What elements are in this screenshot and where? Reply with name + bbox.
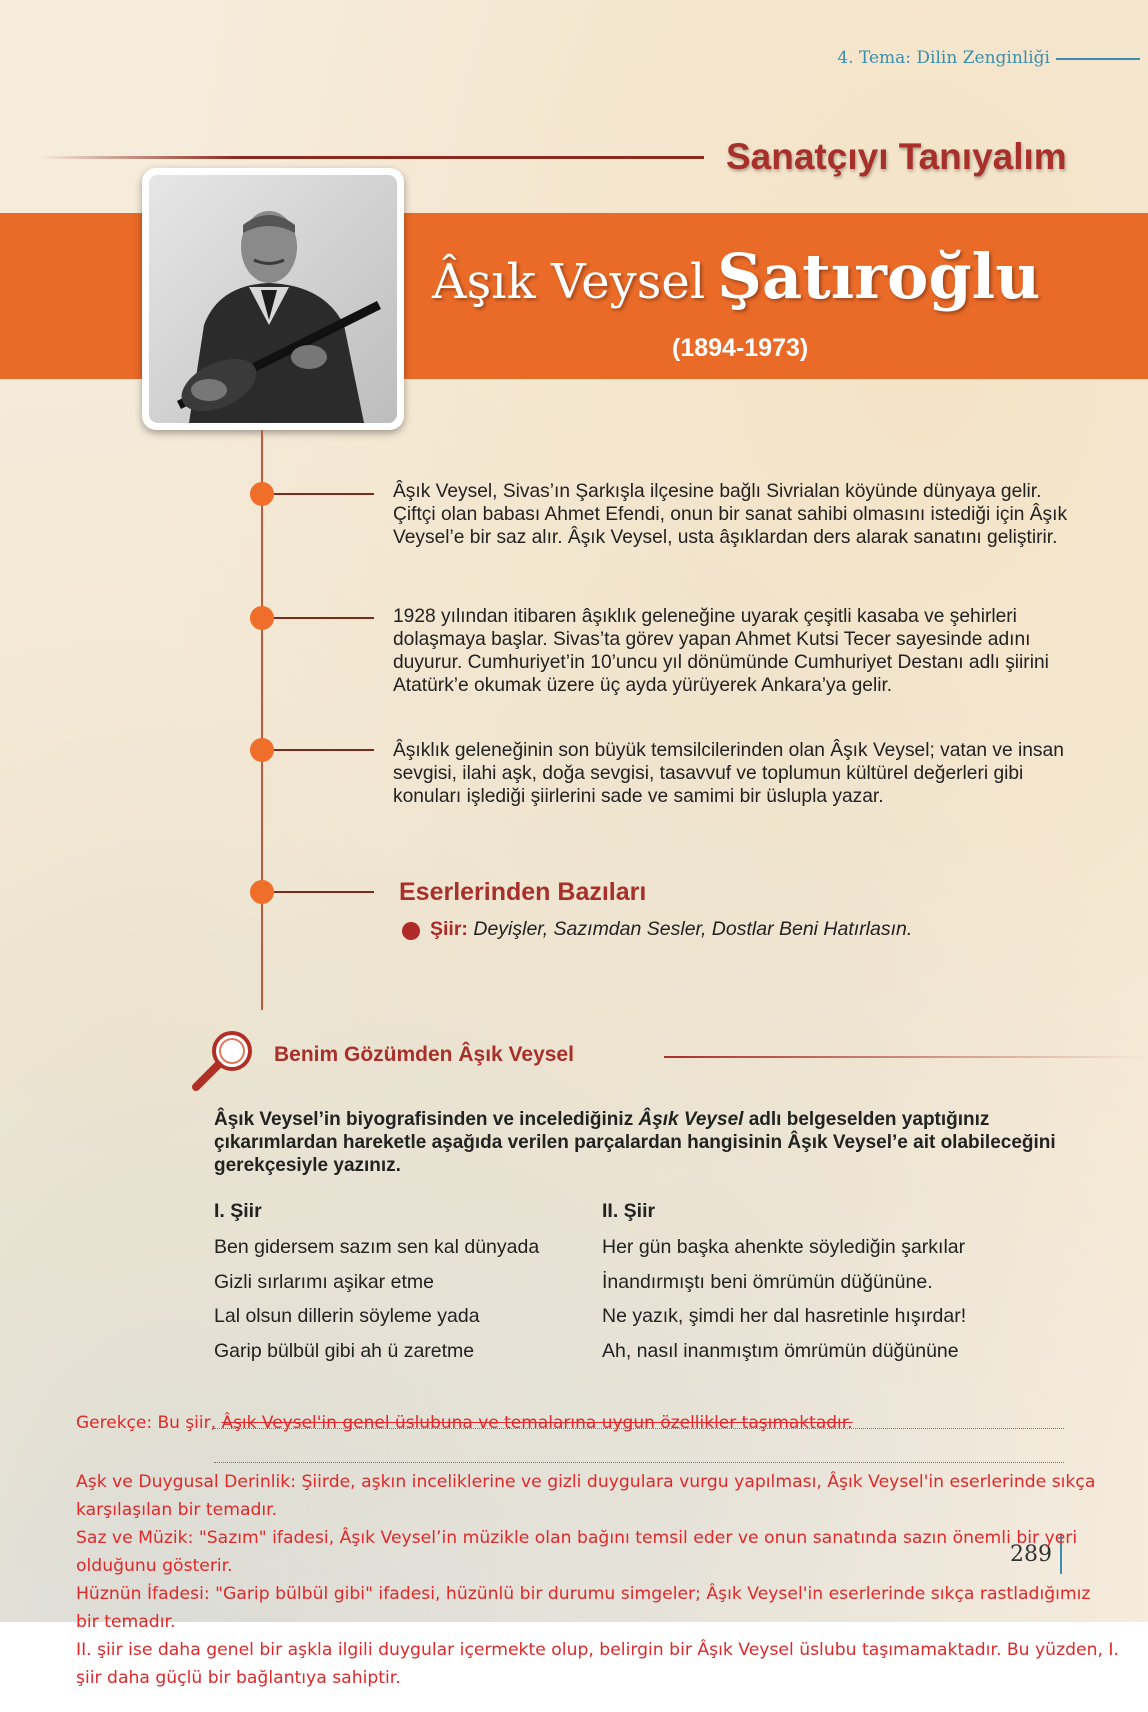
question-text (214, 1108, 1084, 1177)
bio-paragraph-1: Âşık Veysel, Sivas’ın Şarkışla ilçesine bağlı Sivrialan köyünde dünyaya gelir. Çiftçi olan babası Ahmet Efendi, onun bir sanat sahibi olmasını istediği için Âşık Veysel’e bir saz alır. Âşık Veysel, usta âşıklardan ders alarak sanatını geliştirir. (393, 481, 1068, 548)
timeline-connector (274, 891, 374, 893)
poem1-title: I. Şiir (214, 1200, 262, 1222)
answer-line: bir temadır. (76, 1612, 176, 1632)
answer-line: olduğunu gösterir. (76, 1556, 233, 1576)
timeline-connector (274, 617, 374, 619)
gerekce-line (76, 1413, 853, 1433)
section-title-rule (38, 156, 704, 159)
answer-line: Saz ve Müzik: "Sazım" ifadesi, Âşık Veysel’in müzikle olan bağını temsil eder ve onun sanatında sazın önemli bir yeri (76, 1528, 1078, 1548)
poem2-line: Ne yazık, şimdi her dal hasretinle hışırdar! (602, 1305, 967, 1327)
works-label: Şiir: (430, 918, 468, 940)
answer-dotted-line (214, 1462, 1064, 1463)
poem2-line: Ah, nasıl inanmıştım ömrümün düğününe (602, 1340, 959, 1362)
bullet-icon (402, 922, 420, 940)
portrait-frame (142, 168, 404, 430)
benim-title: Benim Gözümden Âşık Veysel (274, 1043, 574, 1066)
question-italic: Âşık Veysel (638, 1109, 744, 1130)
timeline-dot (250, 606, 274, 630)
poem2-line: Her gün başka ahenkte söylediğin şarkılar (602, 1236, 966, 1258)
portrait-photo (149, 175, 397, 423)
poem1-line: Garip bülbül gibi ah ü zaretme (214, 1340, 475, 1362)
portrait-illustration (149, 175, 397, 423)
poem1-line: Gizli sırlarımı aşikar etme (214, 1271, 434, 1293)
bio-paragraph-3: Âşıklık geleneğinin son büyük temsilcilerinden olan Âşık Veysel; vatan ve insan sevgisi, ilahi aşk, doğa sevgisi, tasavvuf ve toplumun kültürel değerleri gibi konuları işlediği şiirlerini sade ve samimi bir üslupla yazar. (393, 740, 1064, 807)
poem1-line: Lal olsun dillerin söyleme yada (214, 1305, 480, 1327)
page-number: 289 (1010, 1542, 1052, 1567)
artist-dates: (1894-1973) (672, 334, 809, 362)
works-title: Eserlerinden Bazıları (399, 878, 647, 906)
timeline-dot (250, 738, 274, 762)
bio-paragraph-2: 1928 yılından itibaren âşıklık geleneğine uyarak çeşitli kasaba ve şehirleri dolaşmaya başlar. Sivas’ta görev yapan Ahmet Kutsi Tecer sayesinde adını duyurur. Cumhuriyet’in 10’uncu yıl dönümünde Cumhuriyet Destanı adlı şiirini Atatürk’e okumak üzere üç ayda yürüyerek Ankara’ya gelir. (393, 606, 1049, 696)
artist-name (432, 240, 1040, 313)
poem1-line: Ben gidersem sazım sen kal dünyada (214, 1236, 540, 1258)
timeline-connector (274, 749, 374, 751)
question-part-1: Âşık Veysel’in biyografisinden ve incelediğiniz (214, 1109, 639, 1130)
artist-last-name: Şatıroğlu (717, 240, 1041, 313)
poem2-line: İnandırmıştı beni ömrümün düğününe. (602, 1271, 933, 1293)
answer-body (76, 1468, 1148, 1636)
question-part-2: adlı belgeselden yaptığınız çıkarımlardan hareketle aşağıda verilen parçalardan hangisinin Âşık Veysel’e ait olabileceğini gerekçesiyle yazınız. (214, 1109, 1056, 1176)
answer-conclusion: II. şiir ise daha genel bir aşkla ilgili duygular içermekte olup, belirgin bir Âşık Veysel üslubu taşımamaktadır. Bu yüzden, I. şiir daha güçlü bir bağlantıya sahiptir. (76, 1640, 1119, 1688)
magnifier-icon (190, 1025, 260, 1095)
benim-title-rule (664, 1056, 1148, 1058)
works-items: Deyişler, Sazımdan Sesler, Dostlar Beni Hatırlasın. (473, 918, 913, 940)
poem2-title: II. Şiir (602, 1200, 656, 1222)
answer-line: Aşk ve Duygusal Derinlik: Şiirde, aşkın inceliklerine ve gizli duygulara vurgu yapılması, Âşık Veysel'in eserlerinde sıkça (76, 1472, 1096, 1492)
works-line (430, 918, 912, 941)
theme-header-rule (1056, 58, 1140, 60)
section-title: Sanatçıyı Tanıyalım (726, 136, 1067, 177)
timeline-dot (250, 482, 274, 506)
answer-line: Hüznün İfadesi: "Garip bülbül gibi" ifadesi, hüzünlü bir durumu simgeler; Âşık Veysel'in eserlerinde sıkça rastladığımız (76, 1584, 1091, 1604)
gerekce-plain: Gerekçe: Bu şiir, (76, 1413, 222, 1433)
theme-header-text: 4. Tema: Dilin Zenginliği (837, 48, 1050, 68)
timeline-line (261, 430, 263, 1010)
answer-line: karşılaşılan bir temadır. (76, 1500, 278, 1520)
timeline-dot (250, 880, 274, 904)
artist-first-name: Âşık Veysel (432, 254, 706, 310)
theme-header (837, 48, 1140, 68)
timeline-connector (274, 493, 374, 495)
gerekce-struck: Âşık Veysel'in genel üslubuna ve temalarına uygun özellikler taşımaktadır. (221, 1413, 853, 1433)
